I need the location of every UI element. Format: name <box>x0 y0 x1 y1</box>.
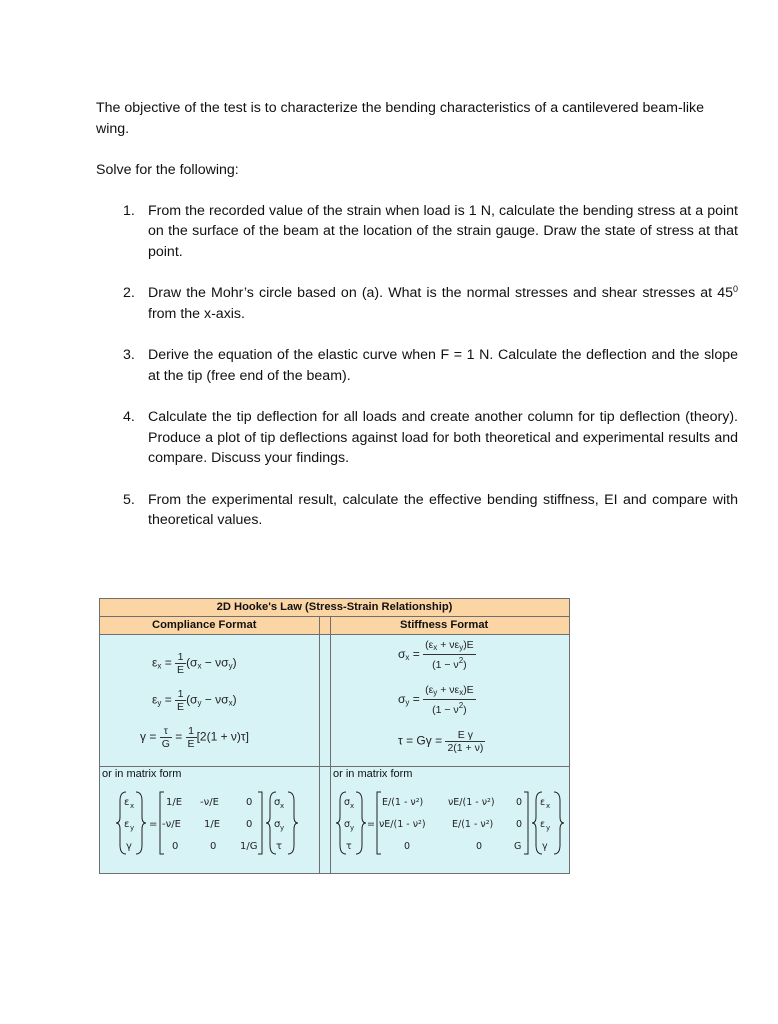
svg-text:σ: σ <box>344 797 351 808</box>
svg-text:0: 0 <box>210 841 217 852</box>
svg-text:E/(1 - ν²): E/(1 - ν²) <box>452 819 494 830</box>
svg-text:ε: ε <box>540 797 546 808</box>
strain-x-equation: $\varepsilon_x$ = $\frac{1}{E}$ $(\sigma_x - \nu\sigma_y)$ <box>152 651 237 676</box>
table-subheader <box>100 617 569 635</box>
column-divider <box>330 617 331 873</box>
strain-y-equation: $\varepsilon_y$ = $\frac{1}{E}$ $(\sigma_y - \nu\sigma_x)$ <box>152 688 237 713</box>
svg-text:y: y <box>546 824 551 832</box>
task-text: Calculate the tip deflection for all loads and create another column for tip deflection (theory). Produce a plot of tip deflections against load for both theoretical and experimental results and compare. Discuss your findings. <box>148 409 738 466</box>
compliance-format-header: Compliance Format <box>152 619 257 631</box>
svg-text:σ: σ <box>344 819 351 830</box>
svg-text:σ: σ <box>274 797 281 808</box>
task-item <box>96 201 738 263</box>
stress-y-equation: $\sigma_y$ = $\frac{(\varepsilon_y + \nu\varepsilon_x)E}{(1 - \nu^2)}$ <box>398 684 474 716</box>
solve-heading: Solve for the following: <box>96 162 239 178</box>
svg-text:νE/(1 - ν²): νE/(1 - ν²) <box>379 819 426 830</box>
svg-text:0: 0 <box>516 797 523 808</box>
stress-x-equation: $\sigma_x$ = $\frac{(\varepsilon_x + \nu\varepsilon_y)E}{(1 - \nu^2)}$ <box>398 639 474 671</box>
svg-text:γ: γ <box>542 841 548 852</box>
task-text: Derive the equation of the elastic curve when F = 1 N. Calculate the deflection and the slope at the tip (free end of the beam). <box>148 347 738 384</box>
svg-text:ε: ε <box>124 819 130 830</box>
table-title: 2D Hooke's Law (Stress-Strain Relationship) <box>100 599 569 617</box>
svg-text:y: y <box>130 824 135 832</box>
task-number: 5. <box>123 491 135 508</box>
task-text: Draw the Mohr’s circle based on (a). What is the normal stresses and shear stresses at $45^0$ from the x-axis. <box>148 284 738 322</box>
svg-text:0: 0 <box>516 819 523 830</box>
svg-text:νE/(1 - ν²): νE/(1 - ν²) <box>448 797 495 808</box>
matrix-form-label: or in matrix form <box>333 768 413 780</box>
task-text: From the experimental result, calculate the effective bending stiffness, EI and compare with theoretical values. <box>148 491 738 528</box>
svg-text:τ: τ <box>346 841 352 852</box>
task-number: 4. <box>123 409 135 425</box>
svg-text:0: 0 <box>476 841 483 852</box>
intro-paragraph: The objective of the test is to characterize the bending characteristics of a cantilevered beam-like wing. <box>96 100 705 137</box>
shear-strain-equation: γ = $\frac{\tau}{G}$ = $\frac{1}{E}$ [2(1 + ν)τ] <box>140 725 249 750</box>
svg-text:-ν/E: -ν/E <box>200 797 219 808</box>
stiffness-format-header: Stiffness Format <box>400 619 489 631</box>
matrix-form-label: or in matrix form <box>102 768 182 780</box>
svg-text:0: 0 <box>246 819 253 830</box>
task-item <box>96 490 738 531</box>
task-number: 3. <box>123 347 135 363</box>
task-item <box>96 345 738 386</box>
task-item <box>96 283 738 324</box>
svg-text:y: y <box>280 824 285 832</box>
svg-text:0: 0 <box>246 797 253 808</box>
task-item <box>96 407 738 469</box>
task-list <box>96 201 738 531</box>
svg-text:γ: γ <box>126 841 132 852</box>
compliance-matrix <box>116 789 316 857</box>
svg-text:τ: τ <box>276 841 283 852</box>
hookes-law-table <box>99 598 570 874</box>
task-number: 2. <box>123 285 135 301</box>
task-text: From the recorded value of the strain when load is 1 N, calculate the bending stress at a point on the surface of the beam at the location of the strain gauge. Draw the state of stress at that point. <box>148 202 738 260</box>
svg-text:1/E: 1/E <box>166 797 183 808</box>
document-body <box>96 98 738 552</box>
row-divider <box>100 766 569 767</box>
svg-text:=: = <box>367 819 375 830</box>
svg-text:-ν/E: -ν/E <box>162 819 181 830</box>
svg-text:0: 0 <box>172 841 179 852</box>
svg-text:y: y <box>350 824 355 832</box>
svg-text:1/G: 1/G <box>240 841 258 852</box>
svg-text:1/E: 1/E <box>204 819 221 830</box>
svg-text:x: x <box>350 802 355 810</box>
shear-stress-equation: τ = Gγ = $\frac{\text{E γ}}{2(1 + \nu)}$ <box>398 729 484 754</box>
task-number: 1. <box>123 202 135 219</box>
svg-text:ε: ε <box>540 819 546 830</box>
svg-text:0: 0 <box>404 841 411 852</box>
svg-text:=: = <box>149 819 158 830</box>
svg-text:x: x <box>280 802 285 810</box>
svg-text:ε: ε <box>124 797 130 808</box>
column-divider <box>319 617 320 873</box>
svg-text:x: x <box>546 802 551 810</box>
stiffness-matrix <box>336 789 568 857</box>
svg-text:σ: σ <box>274 819 281 830</box>
svg-text:E/(1 - ν²): E/(1 - ν²) <box>382 797 424 808</box>
svg-text:x: x <box>130 802 135 810</box>
svg-text:G: G <box>514 841 522 852</box>
